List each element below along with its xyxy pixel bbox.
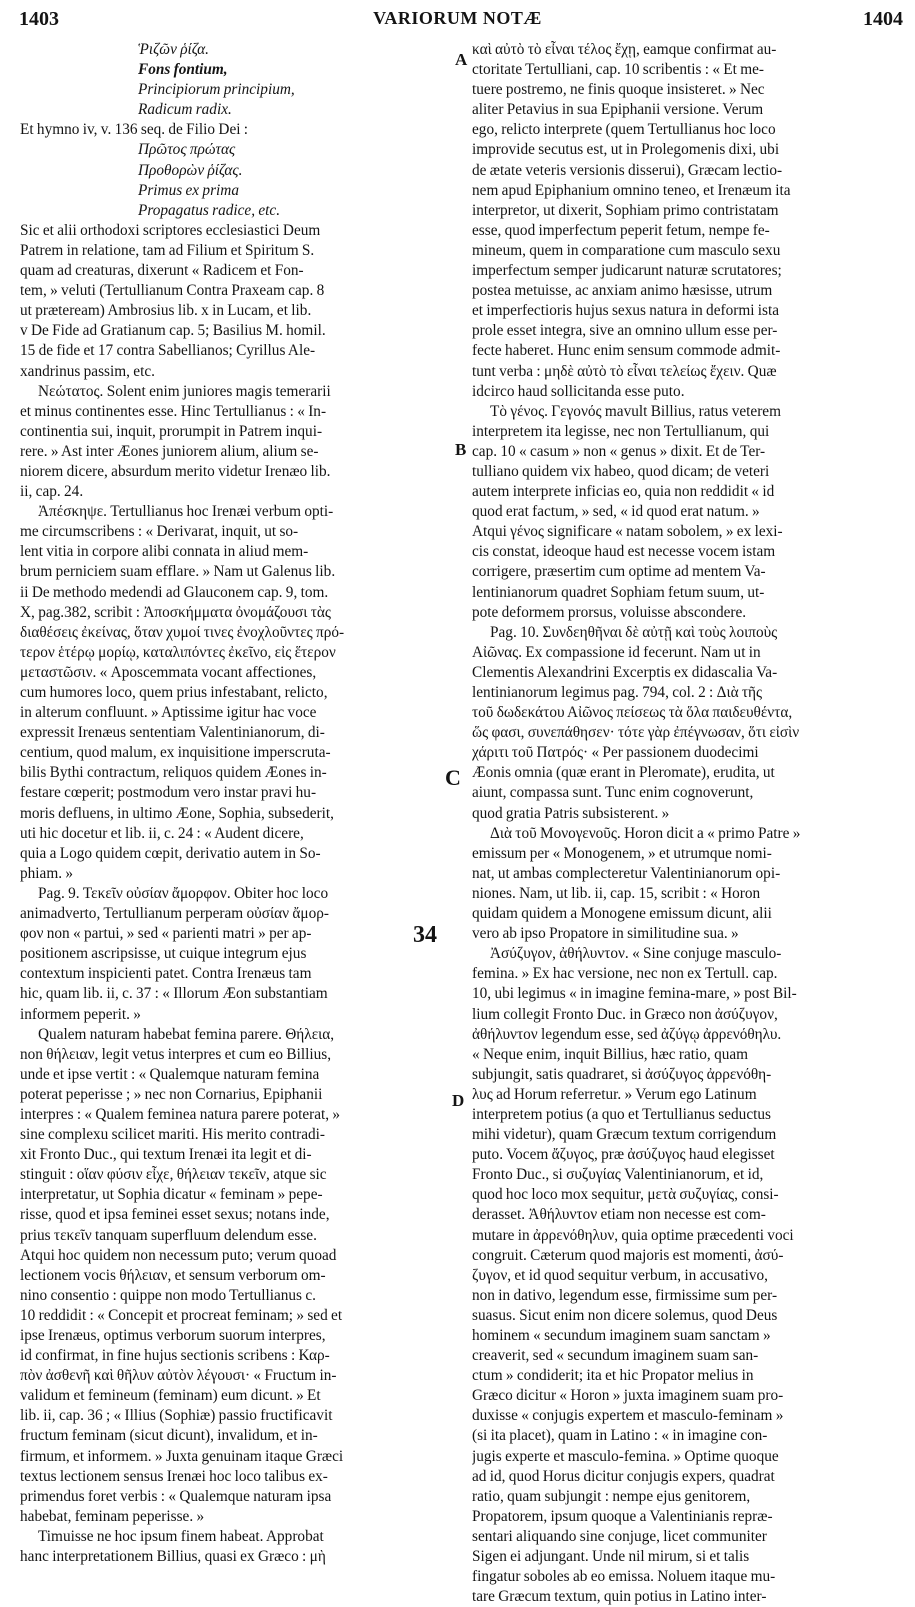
page-number-left: 1403 <box>19 8 59 30</box>
text-line: expressit Irenæus sententiam Valentinianorum, di- <box>20 724 325 742</box>
text-line: Patrem in relatione, tam ad Filium et Spiritum S. <box>20 241 315 259</box>
text-line: unde et ipse vertit : « Qualemque naturam femina <box>20 1065 320 1083</box>
text-line: Et hymno iv, v. 136 seq. de Filio Dei : <box>20 121 249 139</box>
page-number-right: 1404 <box>863 8 903 30</box>
text-line: rere. » Ast inter Æones juniorem alium, alium se- <box>20 442 319 460</box>
text-line: interpretem potius (a quo et Tertullianus seductus <box>472 1105 771 1123</box>
text-line: τοῦ δωδεκάτου Αἰῶνος πείσεως τὰ ὅλα παιδευθέντα, <box>472 704 793 722</box>
text-line: Fons fontium, <box>138 61 228 79</box>
text-line: Radicum radix. <box>138 101 232 119</box>
text-line: vero ab ipso Propatore in similitudine sua. » <box>472 925 739 943</box>
text-line: xit Fronto Duc., qui textum Irenæi ita legit et di- <box>20 1146 312 1164</box>
text-line: habebat, feminam peperisse. » <box>20 1507 205 1525</box>
text-line: nat, ut ambas complecteretur Valentinianorum opi- <box>472 864 781 882</box>
text-line: πὸν ἀσθενῆ καὶ θῆλυν αὐτὸν λέγουσι· « Fructum in- <box>20 1367 337 1385</box>
text-line: Qualem naturam habebat femina parere. Θήλεια, <box>38 1025 335 1043</box>
text-line: corrigere, præsertim cum optime ad mentem Va- <box>472 563 766 581</box>
text-line: quod gratia Patris subsisterent. » <box>472 804 670 822</box>
text-line: me circumscribens : « Derivarat, inquit, ut so- <box>20 523 299 541</box>
text-line: lentinianorum legimus pag. 794, col. 2 : Διὰ τῆς <box>472 684 763 701</box>
text-line: quod erat factum, » sed, « id quod erat natum. » <box>472 503 760 521</box>
text-line: niones. Nam, ut lib. ii, cap. 15, scribit : « Horon <box>472 884 761 902</box>
text-line: emissum per « Monogenem, » et utrumque nomi- <box>472 844 772 862</box>
text-line: et minus continentes esse. Hinc Tertullianus : « In- <box>20 402 327 420</box>
text-line: Πρῶτος πρώτας <box>138 141 236 159</box>
text-line: xandrinus passim, etc. <box>20 362 155 380</box>
text-line: pote deformem prorsus, voluisse abscondere. <box>472 603 747 621</box>
text-line: improvide secutus est, ut in Prolegomenis dixi, ubi <box>472 141 780 159</box>
text-line: mutare in ἀρρενόθηλυν, quia optime præcedenti voci <box>472 1226 794 1244</box>
text-line: niorem dicere, absurdum merito videtur Irenæo lib. <box>20 462 331 480</box>
text-line: sine complexu scilicet mariti. His merito contradi- <box>20 1126 325 1144</box>
text-line: μεταστῶσιν. « Aposcemmata vocant affectiones, <box>20 663 317 681</box>
text-line: textus lectionem sensus Irenæi hoc loco talibus ex- <box>20 1467 328 1485</box>
text-line: ii De methodo medendi ad Glauconem cap. 9, tom. <box>20 583 329 601</box>
margin-number: 34 <box>413 922 437 948</box>
text-line: φον non « partui, » sed « parienti matri » per ap- <box>20 925 312 943</box>
text-line: Τὸ γένος. Γεγονός mavult Billius, ratus veterem <box>490 402 781 420</box>
text-line: ἀθήλυντον legendum esse, sed ἀζύγῳ ἀρρενόθηλυ. <box>472 1025 782 1043</box>
text-line: poterat peperisse ; » nec non Cornarius, Epiphanii <box>20 1085 323 1103</box>
text-line: Ἀπέσκηψε. Tertullianus hoc Irenæi verbum opti- <box>38 503 334 521</box>
text-line: interpretor, ut dixerit, Sophiam primo contristatam <box>472 201 779 219</box>
text-line: χάριτι τοῦ Πατρός· « Per passionem duodecimi <box>472 744 759 762</box>
text-line: continentia sui, inquit, prorumpit in Patrem inqui- <box>20 422 323 440</box>
text-line: contextum inspicienti patet. Contra Irenæus tam <box>20 965 312 983</box>
text-line: lectionem vocis θήλειαν, et sensum verborum om- <box>20 1266 326 1284</box>
text-line: interpretatur, ut Sophia dicatur « feminam » pepe- <box>20 1186 323 1204</box>
text-line: brum perniciem suam efflare. » Nam ut Galenus lib. <box>20 563 336 581</box>
text-line: X, pag.382, scribit : Ἀποσκήμματα ὀνομάζουσι τὰς <box>20 603 331 621</box>
text-line: Primus ex prima <box>138 181 239 199</box>
text-line: Νεώτατος. Solent enim juniores magis temerarii <box>38 382 331 400</box>
text-line: mineum, quem in comparatione cum masculo sexu <box>472 241 781 259</box>
text-line: tunt verba : μηδὲ αὐτὸ τὸ εἶναι τελείως ἔχειν. Quæ <box>472 362 777 380</box>
text-line: tuere postremo, ne finis quoque insisteret. » Nec <box>472 81 765 99</box>
text-line: Ἀσύζυγον, ἀθήλυντον. « Sine conjuge masculo- <box>490 945 782 963</box>
text-line: nino consentio : quippe non modo Tertullianus c. <box>20 1286 316 1304</box>
text-line: festare cœperit; postmodum vero instar pravi hu- <box>20 784 317 802</box>
text-line: διαθέσεις ἐκείνας, ὅταν χυμοί τινες ἐνοχλοῦντες πρό- <box>20 623 345 641</box>
text-line: τερον ἑτέρῳ μορίῳ, καταλιπόντες ἐκεῖνο, εἰς ἕτερον <box>20 643 336 661</box>
text-line: esse, quod imperfectum peperit fetum, nempe fe- <box>472 221 770 239</box>
text-line: id confirmat, in fine hujus sectionis scribens : Καρ- <box>20 1347 330 1365</box>
text-line: positionem ascripsisse, ut cuique integrum ejus <box>20 945 307 963</box>
margin-letter-c: C <box>445 765 461 790</box>
text-line: uti hic docetur et lib. ii, c. 24 : « Audent dicere, <box>20 824 304 842</box>
text-line: bilis Bythi contractum, reliquos quidem Æones in- <box>20 764 327 782</box>
text-line: quam ad creaturas, dixerunt « Radicem et Fon- <box>20 262 304 280</box>
text-line: quidam quidem a Monogene emissum dicunt, alii <box>472 905 772 923</box>
text-line: primendus foret verbis : « Qualemque naturam ipsa <box>20 1487 332 1505</box>
text-line: fructum feminam (sicut dicunt), invalidum, et in- <box>20 1427 318 1445</box>
text-line: autem interprete inficias eo, quia non reddidit « id <box>472 483 775 501</box>
text-line: Αἰῶνας. Ex compassione id fecerunt. Nam ut in <box>472 643 761 661</box>
text-line: firmum, et informem. » Juxta genuinam itaque Græci <box>20 1447 344 1465</box>
text-line: non in dativo, legendum esse, firmissime sum per- <box>472 1286 778 1304</box>
text-line: Propatorem, ipsum quoque a Valentinianis repræ- <box>472 1507 773 1525</box>
text-line: de ætate veteris versionis disserui), Græcam lectio- <box>472 161 783 179</box>
text-line: hic, quam lib. ii, c. 37 : « Illorum Æon substantiam <box>20 985 328 1003</box>
text-line: « Neque enim, inquit Billius, hæc ratio, quam <box>472 1045 749 1063</box>
text-line: (si ita placet), quam in Latino : « in imagine con- <box>472 1427 768 1445</box>
text-line: risse, quod et ipsa feminei esset sexus; notans inde, <box>20 1206 330 1224</box>
text-line: informem peperit. » <box>20 1005 141 1023</box>
text-line: ὥς φασι, συνεπάθησεν· τότε γὰρ ἐπέγνωσαν, ὅτι εἰσὶν <box>472 724 800 742</box>
text-line: aliter Petavius in sua Epiphanii versione. Verum <box>472 101 764 119</box>
text-line: Fronto Duc., si συζυγίας Valentinianorum, et id, <box>472 1166 764 1184</box>
text-line: centium, quod malum, ex inquisitione imperscruta- <box>20 744 331 762</box>
text-line: 10 reddidit : « Concepit et procreat feminam; » sed et <box>20 1306 343 1324</box>
text-line: tulliano quidem vix habeo, quod dicam; de veteri <box>472 462 770 480</box>
text-line: 10, ubi legimus « in imagine femina-mare, » post Bil- <box>472 985 797 1003</box>
margin-letter-d: D <box>452 1091 465 1110</box>
text-line: interpres : « Qualem feminea natura parere poterat, » <box>20 1105 341 1123</box>
text-line: tare Græcum textum, quin potius in Latino inter- <box>472 1588 767 1606</box>
text-line: mihi videtur), quam Græcum textum corrigendum <box>472 1126 777 1144</box>
text-line: ipse Irenæus, optimus verborum suorum interpres, <box>20 1327 326 1344</box>
text-line: ctum » condiderit; ita et hic Propator melius in <box>472 1367 754 1385</box>
text-line: Propagatus radice, etc. <box>138 201 281 219</box>
text-line: Ῥιζῶν ῥίζα. <box>138 41 209 58</box>
text-line: suasus. Sicut enim non dicere solemus, quod Deus <box>472 1306 778 1324</box>
text-line: imperfectum semper judicarunt naturæ scrutatores; <box>472 262 782 280</box>
text-line: Προθορὼν ῥίζας. <box>138 161 243 179</box>
text-line: v De Fide ad Gratianum cap. 5; Basilius M. homil. <box>20 322 326 340</box>
text-line: interpretem ita legisse, nec non Tertullianum, qui <box>472 422 770 440</box>
text-line: cis constat, ideoque haud est necesse vocem istam <box>472 543 776 561</box>
text-line: lentinianorum quadret Sophiam fetum suum, ut- <box>472 583 765 601</box>
text-line: Clementis Alexandrini Excerptis ex didascalia Va- <box>472 663 778 681</box>
text-line: Sic et alii orthodoxi scriptores ecclesiastici Deum <box>20 221 321 239</box>
text-line: ii, cap. 24. <box>20 483 84 501</box>
text-line: validum et femineum (feminam) eum dicunt. » Et <box>20 1387 321 1405</box>
text-line: tem, » veluti (Tertullianum Contra Praxeam cap. 8 <box>20 282 325 300</box>
text-line: Sigen ei adjungant. Unde nil mirum, si et talis <box>472 1548 750 1566</box>
text-line: ctoritate Tertulliani, cap. 10 scribentis : « Et me- <box>472 61 764 79</box>
text-line: ad id, quod Horus dicitur conjugis expers, quadrat <box>472 1467 775 1485</box>
text-line: subjungit, satis quadraret, si ἀσύζυγος ἀρρενόθη- <box>472 1065 772 1083</box>
text-line: fecte haberet. Hunc enim sensum commode admit- <box>472 342 781 360</box>
text-line: puto. Vocem ἄζυγος, præ ἀσύζυγος haud elegisset <box>472 1146 775 1164</box>
text-line: phiam. » <box>20 864 74 882</box>
text-line: prole esset integra, sive an omnino ullum esse per- <box>472 322 778 340</box>
text-line: ζυγον, et id quod sequitur verbum, in accusativo, <box>472 1266 768 1284</box>
text-line: cap. 10 « casum » non « genus » dixit. Et de Ter- <box>472 442 766 460</box>
text-line: Græco dicitur « Horon » juxta imaginem suam pro- <box>472 1387 784 1405</box>
text-line: quia a Logo quidem cœpit, derivatio autem in So- <box>20 844 321 862</box>
text-line: in alterum confluunt. » Aptissime igitur hac voce <box>20 704 317 722</box>
text-line: quod hoc loco mox sequitur, μετὰ συζυγίας, consi- <box>472 1186 779 1204</box>
text-line: animadverto, Tertullianum perperam οὐσίαν ἄμορ- <box>20 905 329 923</box>
text-line: Pag. 10. Συνδεηθῆναι δὲ αὐτῇ καὶ τοὺς λοιποὺς <box>490 623 778 641</box>
text-line: creaverit, sed « secundum imaginem suam san- <box>472 1347 759 1365</box>
text-line: non θήλειαν, legit vetus interpres et cum eo Billius, <box>20 1045 332 1063</box>
text-line: congruit. Cæterum quod majoris est momenti, ἀσύ- <box>472 1246 784 1264</box>
page-header <box>0 8 915 34</box>
text-line: lent vitia in corpore alibi connata in aliud mem- <box>20 543 309 561</box>
text-line: Pag. 9. Τεκεῖν οὐσίαν ἄμορφον. Obiter hoc loco <box>38 884 329 902</box>
text-line: ratio, quam subjungit : nempe ejus genitorem, <box>472 1487 751 1505</box>
text-line: cum humores loco, quem prius infestabant, relicto, <box>20 684 328 701</box>
text-line: stinguit : οἵαν φύσιν εἶχε, θήλειαν τεκεῖν, atque sic <box>20 1166 327 1184</box>
text-line: Διὰ τοῦ Μονογενοῦς. Horon dicit a « primo Patre » <box>490 824 801 842</box>
text-line: καὶ αὐτὸ τὸ εἶναι τέλος ἔχῃ, eamque confirmat au- <box>472 41 777 58</box>
text-line: 15 de fide et 17 contra Sabellianos; Cyrillus Ale- <box>20 342 316 360</box>
text-line: ego, relicto interprete (quem Tertullianus hoc loco <box>472 121 776 139</box>
text-line: sentari aliquando sine conjuge, licet communiter <box>472 1527 767 1545</box>
text-line: femina. » Ex hac versione, nec non ex Tertull. cap. <box>472 965 778 983</box>
text-line: postea metuisse, ac anxiam animo hæsisse, utrum <box>472 282 773 300</box>
text-line: aiunt, compassa sunt. Tunc enim cognoverunt, <box>472 784 754 802</box>
text-line: jugis experte et masculo-femina. » Optime quoque <box>472 1447 779 1465</box>
text-line: lib. ii, cap. 36 ; « Illius (Sophiæ) passio fructificavit <box>20 1407 333 1425</box>
text-line: lium collegit Fronto Duc. in Græco non ἀσύζυγον, <box>472 1005 778 1023</box>
margin-letter-a: A <box>455 50 468 69</box>
text-line: duxisse « conjugis expertem et masculo-feminam » <box>472 1407 784 1425</box>
text-line: Atqui γένος significare « natam sobolem, » ex lexi- <box>472 523 783 541</box>
text-line: Principiorum principium, <box>138 81 295 99</box>
text-line: et imperfectioris hujus sexus natura in deformi ista <box>472 302 780 320</box>
text-line: hominem « secundum imaginem suam sanctam » <box>472 1327 771 1344</box>
text-line: prius τεκεῖν tanquam superfluum delendum esse. <box>20 1226 317 1244</box>
text-line: hanc interpretationem Billius, quasi ex Græco : μὴ <box>20 1548 326 1566</box>
text-line: Æonis omnia (quæ erant in Pleromate), erudita, ut <box>472 764 775 782</box>
margin-letter-b: B <box>455 440 467 459</box>
running-title: VARIORUM NOTÆ <box>373 8 542 28</box>
text-line: derasset. Ἀθήλυντον etiam non necesse est com- <box>472 1206 766 1224</box>
text-line: Atqui hoc quidem non necessum puto; verum quoad <box>20 1246 337 1264</box>
text-line: idcirco haud sollicitanda esse puto. <box>472 382 685 400</box>
text-line: moris defluens, in ultimo Æone, Sophia, subsederit, <box>20 804 334 822</box>
text-line: ut præteream) Ambrosius lib. x in Lucam, et lib. <box>20 302 312 320</box>
text-line: Timuisse ne hoc ipsum finem habeat. Approbat <box>38 1527 324 1545</box>
text-line: fingatur soboles ab eo emissa. Noluem itaque mu- <box>472 1568 776 1586</box>
text-line: λυς ad Horum referretur. » Verum ego Latinum <box>472 1085 757 1103</box>
left-column <box>20 40 444 1567</box>
text-line: nem apud Epiphanium omnino teneo, et Irenæum ita <box>472 181 791 199</box>
right-column <box>472 40 902 1607</box>
